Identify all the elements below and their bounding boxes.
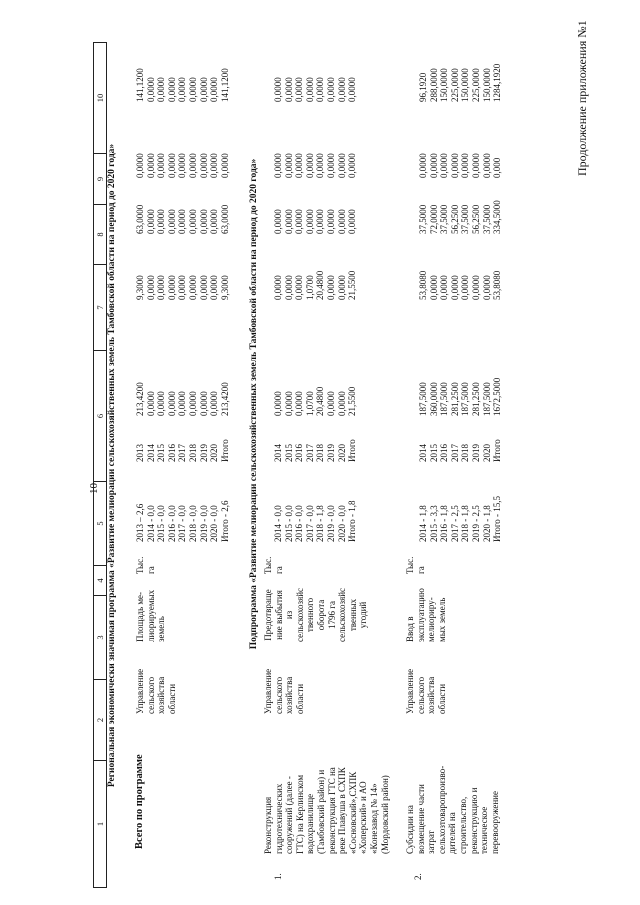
row2-name: Субсидии на возмещение части затрат сельхозтоваропроизво- дителей на строительство, реконструкцию и техническое перевооружение — [405, 765, 500, 854]
row1-years: 2014 2015 2016 2017 2018 2019 2020 Итого — [273, 439, 358, 462]
row2-col10: 96,1920 288,0000 150,0000 225,0000 150,0000 225,0000 150,0000 1284,1920 — [418, 63, 503, 102]
program-unit: Тыс. га — [135, 556, 156, 574]
program-col8: 63,0000 0,0000 0,0000 0,0000 0,0000 0,0000 0,0000 0,0000 63,0000 — [135, 204, 230, 234]
row2-number: 2. — [413, 873, 423, 880]
program-col9: 0,0000 0,0000 0,0000 0,0000 0,0000 0,0000 0,0000 0,0000 0,0000 — [135, 153, 230, 178]
row1-unit: Тыс. га — [263, 556, 284, 574]
header-col-6: 6 — [94, 351, 107, 482]
header-col-10: 10 — [94, 43, 107, 154]
header-col-1: 1 — [94, 761, 107, 888]
row1-col10: 0,0000 0,0000 0,0000 0,0000 0,0000 0,0000 0,0000 0,0000 — [273, 77, 358, 102]
row1-col6: 0,0000 0,0000 0,0000 1,0700 20,4800 0,0000 0,0000 21,5500 — [273, 386, 358, 416]
header-col-3: 3 — [94, 596, 107, 680]
subprogram-title: Подпрограмма «Развитие мелиорации сельскохозяйственных земель Тамбовской области на период до 2020 года» — [249, 158, 259, 650]
column-number-header — [93, 42, 107, 888]
continuation-label: Продолжение приложения №1 — [575, 20, 589, 176]
row1-col7: 0,0000 0,0000 0,0000 1,0700 20,4800 0,0000 0,0000 21,5500 — [273, 270, 358, 300]
row1-executor: Управление сельского хозяйства области — [263, 668, 305, 714]
row2-col8: 37,5000 72,0000 37,5000 56,2500 37,5000 56,2500 37,5000 334,5000 — [418, 200, 503, 234]
header-col-5: 5 — [94, 482, 107, 566]
row2-col7: 53,8080 0,0000 0,0000 0,0000 0,0000 0,0000 0,0000 53,8080 — [418, 270, 503, 300]
row2-indicator: Ввод в эксплуатацию мелиориру- мых земель — [405, 588, 447, 642]
program-title: Региональная экономически значимая программа «Развитие мелиорации сельскохозяйственных земель Тамбовской области на период до 2020 года» — [107, 143, 117, 788]
row1-number: 1. — [273, 873, 283, 880]
row2-col9: 0,0000 0,0000 0,0000 0,0000 0,0000 0,0000 0,0000 0,000 — [418, 153, 503, 178]
program-executor: Управление сельского хозяйства области — [135, 668, 177, 714]
row1-col9: 0,0000 0,0000 0,0000 0,0000 0,0000 0,0000 0,0000 0,0000 — [273, 153, 358, 178]
program-col10: 141,1200 0,0000 0,0000 0,0000 0,0000 0,0000 0,0000 0,0000 141,1200 — [135, 68, 230, 102]
header-col-8: 8 — [94, 205, 107, 265]
header-col-7: 7 — [94, 265, 107, 351]
program-targets: 2013 – 2,6 2014 - 0,0 2015 - 0,0 2016 - 0,0 2017 - 0,0 2018 - 0,0 2019 - 0,0 2020 - 0,0 Итого - 2,6 — [135, 500, 230, 542]
program-col6: 213,4200 0,0000 0,0000 0,0000 0,0000 0,0000 0,0000 0,0000 213,4200 — [135, 382, 230, 416]
page-number: 10 — [88, 483, 100, 494]
header-col-9: 9 — [94, 154, 107, 205]
row2-executor: Управление сельского хозяйства области — [405, 668, 447, 714]
program-total-label: Всего по программе — [134, 754, 145, 849]
row2-unit: Тыс. га — [405, 556, 426, 574]
header-col-2: 2 — [94, 680, 107, 761]
row2-col6: 187,5000 360,0000 187,5000 281,2500 187,5000 281,2500 187,5000 1672,5000 — [418, 377, 503, 416]
row1-targets: 2014 - 0,0 2015 - 0,0 2016 - 0,0 2017 - 0,0 2018 - 1,8 2019 - 0,0 2020 - 0,0 Итого - 1,8 — [273, 500, 358, 542]
row2-targets: 2014 - 1,8 2015 - 3,3 2016 - 1,8 2017 - 2,5 2018 - 1,8 2019 - 2,5 2020 - 1,8 Итого - 15,5 — [418, 495, 503, 542]
row2-years: 2014 2015 2016 2017 2018 2019 2020 Итого — [418, 439, 503, 462]
row1-col8: 0,0000 0,0000 0,0000 0,0000 0,0000 0,0000 0,0000 0,0000 — [273, 209, 358, 234]
rotated-table-region — [93, 32, 545, 894]
header-col-4: 4 — [94, 566, 107, 596]
program-indicator: Площадь ме- лиорируемых земель — [135, 589, 167, 642]
program-col7: 9,3000 0,0000 0,0000 0,0000 0,0000 0,0000 0,0000 0,0000 9,3000 — [135, 275, 230, 300]
row1-indicator: Предотвраще ние выбытия из сельскохозяйс твенного оборота 1796 га сельскохозяйс твенных угодий — [263, 587, 369, 642]
program-years: 2013 2014 2015 2016 2017 2018 2019 2020 Итого — [135, 439, 230, 462]
row1-name: Реконструкция гидротехнических сооружений (далее - ГТС) на Керлинском водохранилище (Тамбовский район) и реконструкция ГТС на реке Плавуша в СХПК «Сосновский»,СХПК «Хоперский» и АО «Конезавод № 14» (Мордовский район) — [263, 767, 390, 854]
